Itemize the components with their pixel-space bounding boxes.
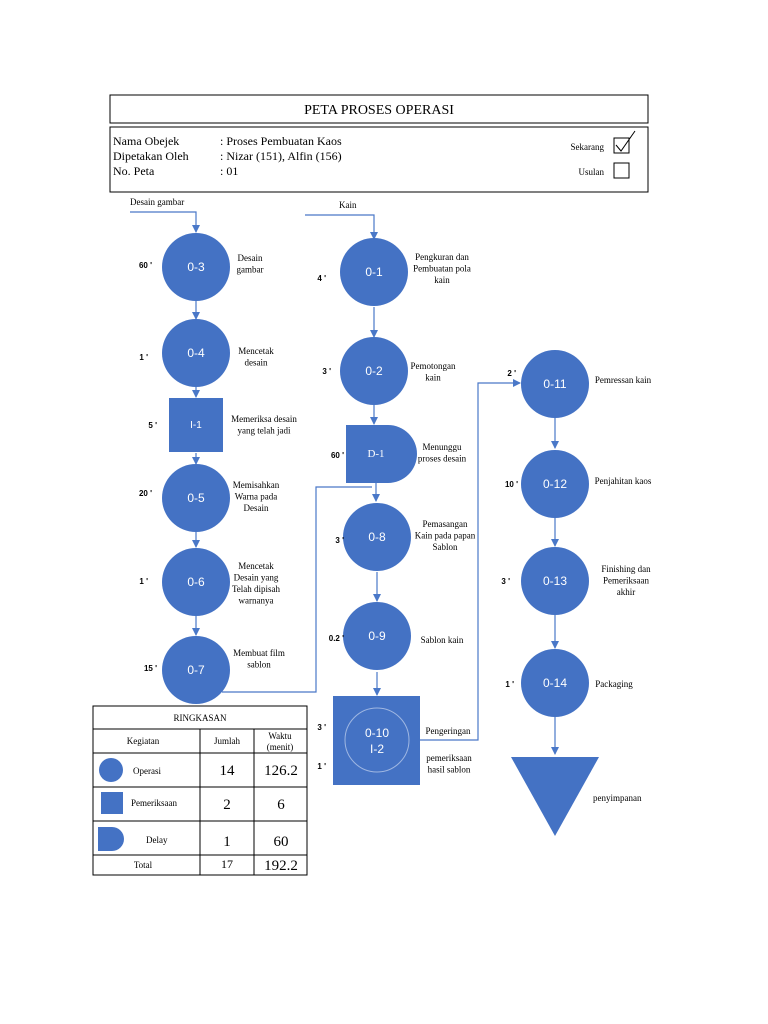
field-label-nopeta: No. Peta: [113, 164, 155, 178]
time-o14: 1 ': [505, 680, 514, 689]
summary-row-operasi-time: 126.2: [264, 763, 298, 779]
step-label-line: Pemotongan: [410, 361, 456, 371]
step-label-line: Pemressan kain: [594, 375, 652, 385]
step-label-line: Desain yang: [233, 572, 279, 583]
time-o1: 4 ': [317, 274, 326, 283]
code-o3: 0-3: [187, 260, 205, 274]
connector-desain-input: [130, 212, 196, 232]
input-kain-label: Kain: [339, 200, 357, 210]
step-label-0-10: [426, 726, 471, 736]
step-label-line: pemeriksaan: [426, 753, 472, 763]
input-desain-label: Desain gambar: [130, 197, 185, 207]
step-label-line: Memisahkan: [232, 480, 280, 490]
time-d1: 60 ': [330, 451, 344, 460]
step-label-line: Memeriksa desain: [231, 414, 297, 424]
step-label-line: hasil sablon: [427, 764, 471, 775]
code-d1: D-1: [367, 448, 385, 460]
step-label-line: Pengeringan: [425, 726, 471, 736]
step-label-line: Menunggu: [422, 442, 462, 452]
code-o7: 0-7: [187, 663, 205, 677]
field-value-nopeta: : 01: [220, 164, 239, 178]
summary-total-time: 192.2: [264, 858, 298, 874]
step-label-line: kain: [425, 372, 441, 383]
time-o5: 20 ': [138, 489, 152, 498]
summary-header-jumlah: Jumlah: [214, 736, 240, 746]
step-label-0-14: [595, 679, 633, 689]
summary-delay-icon: [98, 827, 124, 851]
step-label-line: Kain pada papan: [414, 530, 476, 541]
usulan-checkbox[interactable]: [614, 163, 629, 178]
time-o7: 15 ': [143, 664, 157, 673]
sekarang-checkbox[interactable]: [614, 131, 635, 153]
step-label-0-12: [595, 476, 652, 486]
step-label-I-1: [231, 414, 297, 436]
code-o2: 0-2: [365, 364, 383, 378]
step-label-0-3: [237, 253, 264, 275]
connector-kain-input: [305, 215, 374, 239]
summary-row-pemeriksaan-time: 6: [277, 797, 285, 813]
code-o8: 0-8: [368, 530, 386, 544]
step-label-line: akhir: [616, 587, 636, 597]
code-o14: 0-14: [542, 676, 568, 690]
step-label-line: Penjahitan kaos: [594, 476, 652, 486]
step-label-line: Finishing dan: [601, 564, 651, 574]
time-o11: 2 ': [507, 369, 516, 378]
time-o12: 10 ': [504, 480, 518, 489]
usulan-label: Usulan: [578, 167, 604, 177]
step-label-0-6: [232, 561, 281, 606]
time-o2: 3 ': [322, 367, 331, 376]
summary-inspection-icon: [101, 792, 123, 814]
step-label-line: Desain: [243, 503, 269, 513]
step-label-0-2: [411, 361, 456, 383]
time-o10: 3 ': [317, 723, 326, 732]
step-label-line: Packaging: [595, 679, 633, 689]
step-label-line: Mencetak: [238, 346, 274, 356]
summary-row-operasi-name: Operasi: [133, 766, 161, 776]
step-label-0-4: [238, 346, 274, 368]
check-icon: [616, 131, 635, 151]
code-o6: 0-6: [187, 575, 205, 589]
step-label-0-9: [421, 635, 464, 645]
code-o12: 0-12: [542, 477, 568, 491]
step-label-line: Pemasangan: [422, 519, 468, 529]
step-label-line: sablon: [247, 659, 271, 670]
step-label-line: Pengkuran dan: [415, 252, 469, 262]
step-label-0-1: [413, 252, 471, 285]
step-label-line: Sablon: [432, 542, 458, 552]
code-o11: 0-11: [543, 377, 567, 391]
summary-header-waktu: Waktu: [268, 731, 292, 741]
field-value-nama: : Proses Pembuatan Kaos: [220, 134, 342, 148]
summary-row-operasi-count: 14: [219, 763, 235, 779]
step-label-0-11: [595, 375, 652, 385]
summary-row-pemeriksaan-name: Pemeriksaan: [131, 798, 177, 808]
step-label-line: yang telah jadi: [237, 425, 291, 436]
field-label-dipetakan: Dipetakan Oleh: [113, 149, 189, 163]
time-i1: 5 ': [148, 421, 157, 430]
step-label-line: gambar: [236, 264, 264, 275]
step-label-line: Telah dipisah: [231, 584, 281, 594]
time-o3: 60 ': [138, 261, 152, 270]
step-label-0-5: [233, 480, 280, 513]
field-label-nama: Nama Obejek: [113, 134, 180, 148]
time-o4: 1 ': [139, 353, 148, 362]
step-label-line: Desain: [237, 253, 263, 263]
code-o13: 0-13: [542, 574, 568, 588]
step-label-0-7: [233, 648, 285, 670]
step-label-line: kain: [434, 275, 450, 285]
step-label-line: warnanya: [238, 595, 274, 606]
step-label-line: proses desain: [417, 453, 467, 464]
step-label-line: Sablon kain: [420, 635, 464, 645]
field-value-dipetakan: : Nizar (151), Alfin (156): [220, 149, 342, 163]
summary-row-pemeriksaan-count: 2: [223, 797, 231, 813]
step-label-line: desain: [244, 357, 268, 368]
page-title: PETA PROSES OPERASI: [304, 103, 454, 118]
code-o5: 0-5: [187, 491, 205, 505]
code-o1: 0-1: [365, 265, 383, 279]
step-label-0-8: [415, 519, 476, 552]
summary-row-delay-count: 1: [223, 834, 231, 850]
summary-total-count: 17: [221, 857, 233, 871]
step-label-line: Membuat film: [233, 648, 285, 658]
step-label-D-1: [418, 442, 467, 464]
summary-title: RINGKASAN: [173, 713, 227, 723]
summary-header-menit: (menit): [266, 742, 294, 752]
code-o9: 0-9: [368, 629, 386, 643]
summary-table: [93, 706, 307, 875]
time-o6: 1 ': [139, 577, 148, 586]
step-label-0-13: [601, 564, 651, 597]
step-labels: [231, 252, 652, 775]
storage-triangle: [511, 757, 599, 836]
summary-row-delay-time: 60: [273, 834, 289, 850]
header: [110, 95, 648, 192]
step-label-line: Mencetak: [238, 561, 274, 571]
step-label-line: Warna pada: [234, 491, 278, 502]
summary-operation-icon: [99, 758, 123, 782]
time-o8: 3 ': [335, 536, 344, 545]
code-o4: 0-4: [187, 346, 205, 360]
step-label-0-10-b: [426, 753, 472, 775]
storage-label: penyimpanan: [593, 793, 642, 803]
sekarang-label: Sekarang: [570, 142, 604, 152]
summary-total-name: Total: [133, 860, 153, 870]
step-label-line: Pembuatan pola: [413, 263, 471, 274]
time-o13: 3 ': [501, 577, 510, 586]
code-o10: 0-10: [364, 726, 390, 740]
summary-row-delay-name: Delay: [146, 835, 168, 845]
summary-header-kegiatan: Kegiatan: [126, 736, 160, 746]
info-box: [110, 127, 648, 192]
code-i2: I-2: [369, 742, 385, 756]
time-o9: 0.2 ': [328, 634, 344, 643]
time-i2: 1 ': [317, 762, 326, 771]
code-i1: I-1: [190, 420, 202, 431]
step-label-line: Pemeriksaan: [603, 575, 649, 586]
